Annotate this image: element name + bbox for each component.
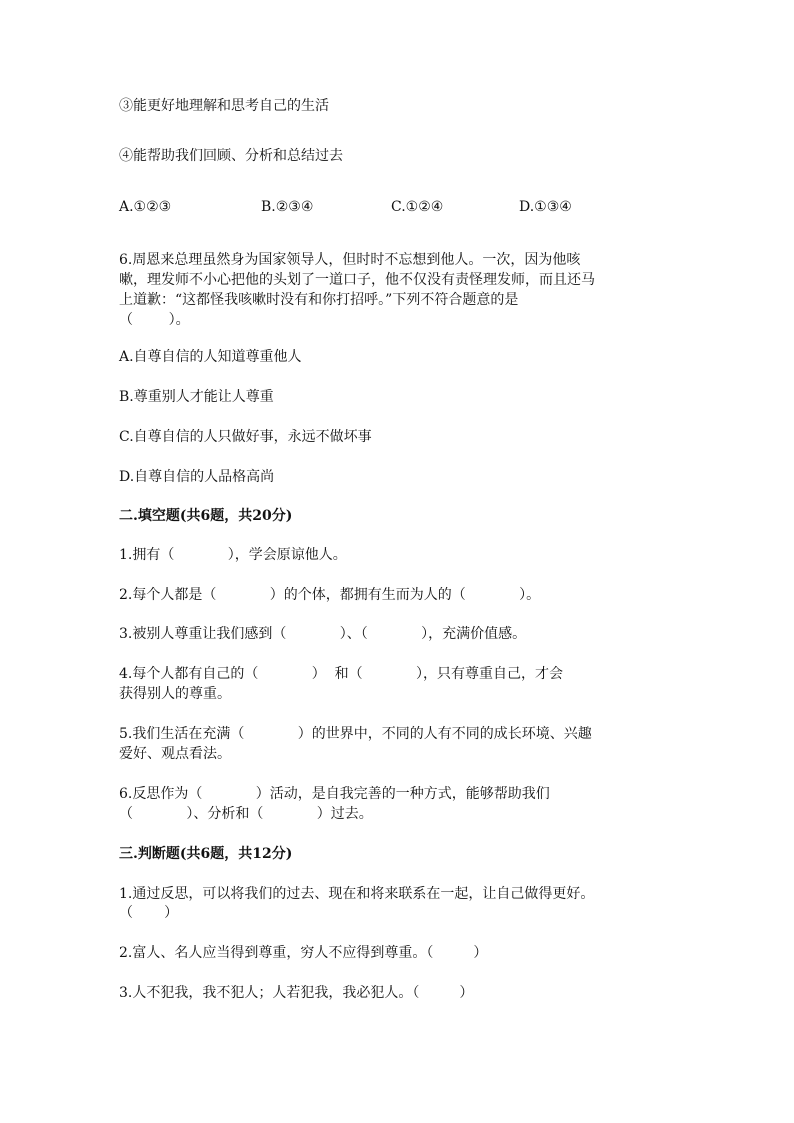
q5-option-d: D.①③④: [519, 199, 572, 215]
q5-option-a: A.①②③: [119, 199, 172, 215]
judge-question-line: 1.通过反思，可以将我们的过去、现在和将来联系在一起，让自己做得更好。: [119, 886, 595, 902]
q5-item-4: ④能帮助我们回顾、分析和总结过去: [119, 148, 343, 164]
q5-options: [0, 197, 794, 217]
fill-question-line: 获得别人的尊重。: [119, 686, 231, 702]
section-heading-true-false: 三.判断题(共6题，共12分): [119, 846, 293, 862]
q6-option-c: C.自尊自信的人只做好事，永远不做坏事: [119, 429, 372, 445]
q6-stem-line: （ ）。: [119, 312, 190, 328]
fill-question-line: 5.我们生活在充满（ ）的世界中，不同的人有不同的成长环境、兴趣: [119, 726, 592, 742]
judge-question-line: 2.富人、名人应当得到尊重，穷人不应得到尊重。（ ）: [119, 945, 488, 961]
q6-option-a: A.自尊自信的人知道尊重他人: [119, 349, 302, 365]
fill-question-line: 爱好、观点看法。: [119, 746, 231, 762]
q6-stem-line: 6.周恩来总理虽然身为国家领导人，但时时不忘想到他人。一次，因为他咳: [119, 252, 581, 268]
fill-question-line: （ ）、分析和（ ）过去。: [119, 806, 373, 822]
q5-option-c: C.①②④: [391, 199, 444, 215]
q5-item-3: ③能更好地理解和思考自己的生活: [119, 98, 329, 114]
judge-question-line: 3.人不犯我，我不犯人；人若犯我，我必犯人。（ ）: [119, 985, 474, 1001]
fill-question-line: 1.拥有（ ），学会原谅他人。: [119, 547, 347, 563]
q6-stem-line: 上道歉：“这都怪我咳嗽时没有和你打招呼。”下列不符合题意的是: [119, 292, 519, 308]
fill-question-line: 3.被别人尊重让我们感到（ ）、（ ），充满价值感。: [119, 626, 527, 642]
q6-stem-line: 嗽，理发师不小心把他的头划了一道口子，他不仅没有责怪理发师，而且还马: [119, 272, 595, 288]
fill-question-line: 2.每个人都是（ ）的个体，都拥有生而为人的（ ）。: [119, 587, 541, 603]
section-heading-fill-in: 二.填空题(共6题，共20分): [119, 508, 293, 524]
fill-question-line: 4.每个人都有自己的（ ） 和（ ），只有尊重自己，才会: [119, 666, 564, 682]
q6-option-d: D.自尊自信的人品格高尚: [119, 469, 275, 485]
judge-question-line: （ ）: [119, 905, 179, 921]
fill-question-line: 6.反思作为（ ）活动，是自我完善的一种方式，能够帮助我们: [119, 786, 550, 802]
q5-option-b: B.②③④: [261, 199, 314, 215]
q6-option-b: B.尊重别人才能让人尊重: [119, 389, 274, 405]
